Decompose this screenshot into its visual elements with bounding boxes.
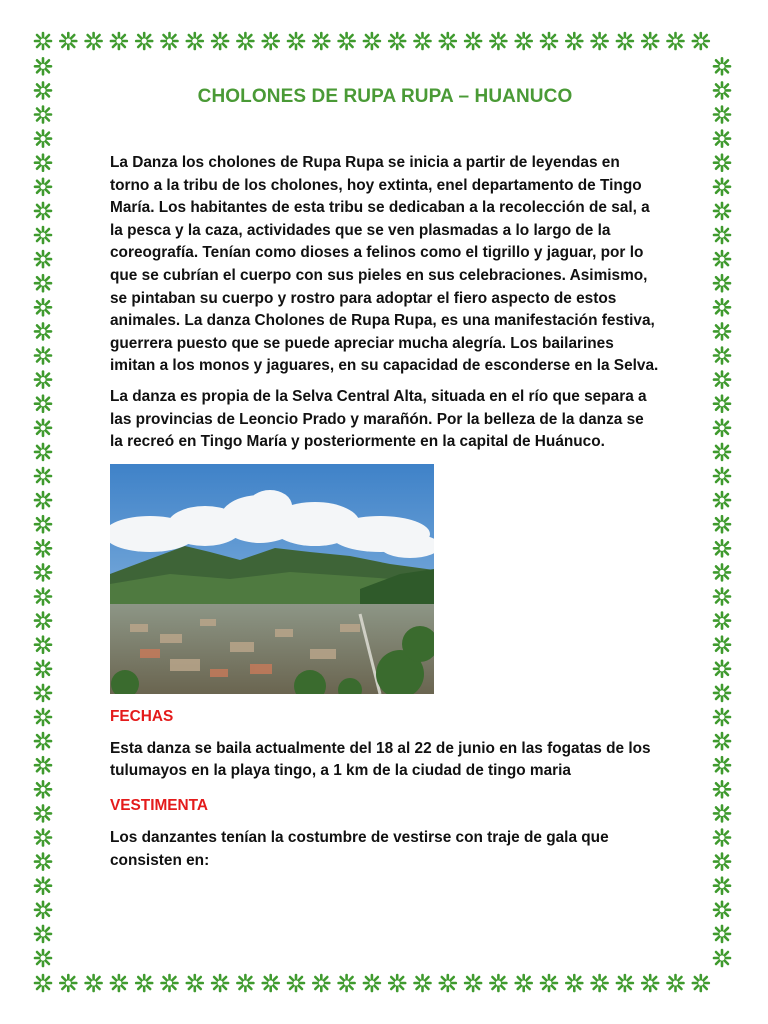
leaf-star-ornament-icon xyxy=(389,975,405,991)
leaf-star-ornament-icon xyxy=(490,33,506,49)
leaf-star-ornament-icon xyxy=(35,540,51,556)
leaf-star-ornament-icon xyxy=(136,975,152,991)
leaf-star-ornament-icon xyxy=(714,155,730,171)
leaf-star-ornament-icon xyxy=(693,33,709,49)
leaf-star-ornament-icon xyxy=(35,299,51,315)
leaf-star-ornament-icon xyxy=(35,468,51,484)
leaf-star-ornament-icon xyxy=(313,975,329,991)
leaf-star-ornament-icon xyxy=(714,685,730,701)
leaf-star-ornament-icon xyxy=(35,179,51,195)
leaf-star-ornament-icon xyxy=(35,420,51,436)
leaf-star-ornament-icon xyxy=(35,323,51,339)
leaf-star-ornament-icon xyxy=(35,950,51,966)
leaf-star-ornament-icon xyxy=(35,830,51,846)
leaf-star-ornament-icon xyxy=(714,107,730,123)
leaf-star-ornament-icon xyxy=(714,372,730,388)
leaf-star-ornament-icon xyxy=(541,33,557,49)
leaf-star-ornament-icon xyxy=(415,975,431,991)
leaf-star-ornament-icon xyxy=(35,613,51,629)
leaf-star-ornament-icon xyxy=(714,348,730,364)
leaf-star-ornament-icon xyxy=(566,975,582,991)
leaf-star-ornament-icon xyxy=(714,878,730,894)
leaf-star-ornament-icon xyxy=(187,33,203,49)
leaf-star-ornament-icon xyxy=(714,420,730,436)
leaf-star-ornament-icon xyxy=(714,540,730,556)
leaf-star-ornament-icon xyxy=(35,781,51,797)
leaf-star-ornament-icon xyxy=(714,444,730,460)
leaf-star-ornament-icon xyxy=(35,975,51,991)
leaf-star-ornament-icon xyxy=(714,468,730,484)
leaf-star-ornament-icon xyxy=(35,396,51,412)
leaf-star-ornament-icon xyxy=(162,33,178,49)
leaf-star-ornament-icon xyxy=(364,975,380,991)
leaf-star-ornament-icon xyxy=(35,854,51,870)
leaf-star-ornament-icon xyxy=(35,131,51,147)
leaf-star-ornament-icon xyxy=(541,975,557,991)
leaf-star-ornament-icon xyxy=(86,33,102,49)
leaf-star-ornament-icon xyxy=(714,227,730,243)
leaf-star-ornament-icon xyxy=(714,830,730,846)
leaf-star-ornament-icon xyxy=(35,372,51,388)
leaf-star-ornament-icon xyxy=(60,33,76,49)
leaf-star-ornament-icon xyxy=(714,203,730,219)
leaf-star-ornament-icon xyxy=(35,661,51,677)
leaf-star-ornament-icon xyxy=(714,396,730,412)
leaf-star-ornament-icon xyxy=(187,975,203,991)
leaf-star-ornament-icon xyxy=(339,33,355,49)
leaf-star-ornament-icon xyxy=(35,926,51,942)
leaf-star-ornament-icon xyxy=(35,444,51,460)
leaf-star-ornament-icon xyxy=(642,975,658,991)
leaf-star-ornament-icon xyxy=(714,733,730,749)
leaf-star-ornament-icon xyxy=(714,709,730,725)
leaf-star-ornament-icon xyxy=(35,757,51,773)
leaf-star-ornament-icon xyxy=(35,227,51,243)
leaf-star-ornament-icon xyxy=(714,661,730,677)
leaf-star-ornament-icon xyxy=(714,299,730,315)
leaf-star-ornament-icon xyxy=(35,878,51,894)
leaf-star-ornament-icon xyxy=(237,33,253,49)
leaf-star-ornament-icon xyxy=(714,82,730,98)
leaf-star-ornament-icon xyxy=(714,589,730,605)
leaf-star-ornament-icon xyxy=(440,975,456,991)
leaf-star-ornament-icon xyxy=(35,155,51,171)
leaf-star-ornament-icon xyxy=(714,757,730,773)
leaf-star-ornament-icon xyxy=(35,203,51,219)
leaf-star-ornament-icon xyxy=(35,251,51,267)
leaf-star-ornament-icon xyxy=(35,733,51,749)
leaf-star-ornament-icon xyxy=(35,33,51,49)
leaf-star-ornament-icon xyxy=(35,492,51,508)
leaf-star-ornament-icon xyxy=(60,975,76,991)
leaf-star-ornament-icon xyxy=(714,251,730,267)
leaf-star-ornament-icon xyxy=(339,975,355,991)
leaf-star-ornament-icon xyxy=(714,131,730,147)
leaf-star-ornament-icon xyxy=(35,516,51,532)
leaf-star-ornament-icon xyxy=(35,589,51,605)
leaf-star-ornament-icon xyxy=(263,33,279,49)
leaf-star-ornament-icon xyxy=(714,950,730,966)
leaf-star-ornament-icon xyxy=(714,516,730,532)
tingo-maria-photo xyxy=(110,464,434,694)
fechas-heading: FECHAS xyxy=(110,707,174,725)
leaf-star-ornament-icon xyxy=(566,33,582,49)
leaf-star-ornament-icon xyxy=(35,275,51,291)
leaf-star-ornament-icon xyxy=(714,926,730,942)
leaf-star-ornament-icon xyxy=(714,805,730,821)
leaf-star-ornament-icon xyxy=(668,975,684,991)
leaf-star-ornament-icon xyxy=(415,33,431,49)
leaf-star-ornament-icon xyxy=(364,33,380,49)
leaf-star-ornament-icon xyxy=(465,975,481,991)
leaf-star-ornament-icon xyxy=(35,82,51,98)
leaf-star-ornament-icon xyxy=(714,564,730,580)
leaf-star-ornament-icon xyxy=(212,975,228,991)
leaf-star-ornament-icon xyxy=(212,33,228,49)
leaf-star-ornament-icon xyxy=(465,33,481,49)
leaf-star-ornament-icon xyxy=(35,709,51,725)
leaf-star-ornament-icon xyxy=(35,564,51,580)
leaf-star-ornament-icon xyxy=(111,33,127,49)
leaf-star-ornament-icon xyxy=(714,323,730,339)
document-title: CHOLONES DE RUPA RUPA – HUANUCO xyxy=(197,86,573,107)
leaf-star-ornament-icon xyxy=(136,33,152,49)
leaf-star-ornament-icon xyxy=(592,975,608,991)
leaf-star-ornament-icon xyxy=(714,781,730,797)
leaf-star-ornament-icon xyxy=(313,33,329,49)
vestimenta-heading: VESTIMENTA xyxy=(110,796,209,814)
leaf-star-ornament-icon xyxy=(714,613,730,629)
leaf-star-ornament-icon xyxy=(86,975,102,991)
leaf-star-ornament-icon xyxy=(263,975,279,991)
leaf-star-ornament-icon xyxy=(440,33,456,49)
document-content xyxy=(110,86,660,880)
leaf-star-ornament-icon xyxy=(617,975,633,991)
leaf-star-ornament-icon xyxy=(288,33,304,49)
leaf-star-ornament-icon xyxy=(714,854,730,870)
leaf-star-ornament-icon xyxy=(35,58,51,74)
leaf-star-ornament-icon xyxy=(35,637,51,653)
leaf-star-ornament-icon xyxy=(288,975,304,991)
leaf-star-ornament-icon xyxy=(592,33,608,49)
leaf-star-ornament-icon xyxy=(35,685,51,701)
vestimenta-paragraph: Los danzantes tenían la costumbre de vestirse con traje de gala que consisten en: xyxy=(110,828,609,869)
leaf-star-ornament-icon xyxy=(668,33,684,49)
intro-paragraph: La Danza los cholones de Rupa Rupa se inicia a partir de leyendas en torno a la tribu de los cholones, hoy extinta, enel departamento de Tingo María. Los habitantes de esta tribu se dedicaban a la recolección de sal, a la pesca y la caza, actividades que se ven plasmadas a lo largo de la coreografía. Tenían como dioses a felinos como el tigrillo y jaguar, por lo que se cubrían el cuerpo con sus pieles en sus celebraciones. Asimismo, se pintaban su cuerpo y rostro para adoptar el fiero aspecto de estos animales. La danza Cholones de Rupa Rupa, es una manifestación festiva, guerrera puesto que se puede apreciar mucha alegría. Los bailarines imitan a los monos y jaguares, en su capacidad de esconderse en la Selva. xyxy=(110,154,659,375)
leaf-star-ornament-icon xyxy=(693,975,709,991)
leaf-star-ornament-icon xyxy=(35,107,51,123)
leaf-star-ornament-icon xyxy=(35,348,51,364)
leaf-star-ornament-icon xyxy=(714,637,730,653)
leaf-star-ornament-icon xyxy=(516,975,532,991)
leaf-star-ornament-icon xyxy=(714,58,730,74)
leaf-star-ornament-icon xyxy=(237,975,253,991)
leaf-star-ornament-icon xyxy=(714,275,730,291)
leaf-star-ornament-icon xyxy=(516,33,532,49)
leaf-star-ornament-icon xyxy=(714,492,730,508)
leaf-star-ornament-icon xyxy=(642,33,658,49)
leaf-star-ornament-icon xyxy=(714,179,730,195)
leaf-star-ornament-icon xyxy=(111,975,127,991)
leaf-star-ornament-icon xyxy=(35,902,51,918)
leaf-star-ornament-icon xyxy=(714,902,730,918)
leaf-star-ornament-icon xyxy=(35,805,51,821)
region-paragraph: La danza es propia de la Selva Central Alta, situada en el río que separa a las provincias de Leoncio Prado y marañón. Por la belleza de la danza se la recreó en Tingo María y posteriormente en la capital de Huánuco. xyxy=(110,387,647,451)
fechas-paragraph: Esta danza se baila actualmente del 18 al 22 de junio en las fogatas de los tulumayos en la playa tingo, a 1 km de la ciudad de tingo maria xyxy=(110,739,651,780)
leaf-star-ornament-icon xyxy=(162,975,178,991)
leaf-star-ornament-icon xyxy=(389,33,405,49)
leaf-star-ornament-icon xyxy=(490,975,506,991)
leaf-star-ornament-icon xyxy=(617,33,633,49)
